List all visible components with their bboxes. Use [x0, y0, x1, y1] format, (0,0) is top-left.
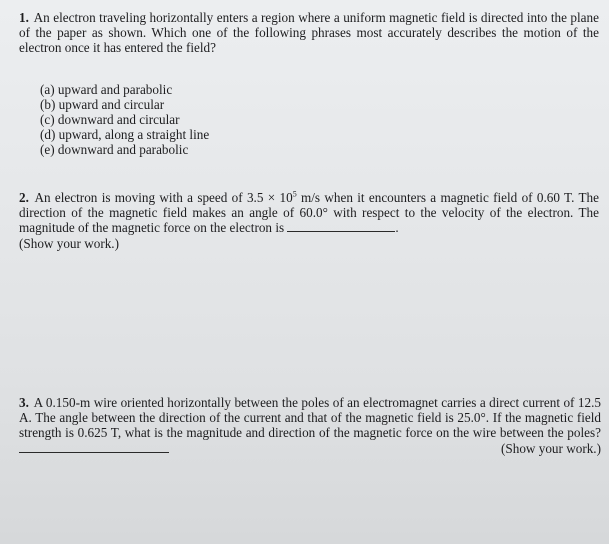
question-1-text: An electron traveling horizontally enters a region where a uniform magnetic field is directed into the plane of the paper as shown. Which one of the following phrases most accurately describes the motion of the electron once it has entered the field?: [19, 10, 599, 56]
choice-e: (e) downward and parabolic: [40, 142, 189, 157]
question-3-number: 3.: [19, 395, 29, 410]
choice-b: (b) upward and circular: [40, 97, 165, 112]
choice-c: (c) downward and circular: [40, 112, 180, 127]
question-3: [19, 395, 601, 456]
question-2: [19, 190, 599, 251]
answer-blank-2: [287, 220, 395, 232]
question-3-text: A 0.150-m wire oriented horizontally between the poles of an electromagnet carries a direct current of 12.5 A. The angle between the direction of the current and that of the magnetic field is 25.0°. If the magnetic field strength is 0.625 T, what is the magnitude and direction of the magnetic force on the wire between the poles?: [19, 395, 601, 441]
question-1-number: 1.: [19, 10, 29, 25]
question-2-exponent: 5: [292, 189, 297, 199]
question-3-show-work: (Show your work.): [501, 440, 601, 456]
answer-blank-3: [19, 441, 169, 453]
question-2-end: .: [395, 220, 399, 236]
question-2-show-work: (Show your work.): [19, 235, 119, 251]
question-1: [19, 10, 599, 56]
question-2-number: 2.: [19, 190, 29, 205]
question-2-text-a: An electron is moving with a speed of 3.5 × 10: [34, 190, 293, 205]
question-2-text-b: m/s when it encounters a magnetic field of 0.60 T. The direction of the magnetic field makes an angle of 60.0° with respect to the velocity of the electron. The magnitude of the magnetic force on the electron is: [19, 190, 599, 236]
choice-a: (a) upward and parabolic: [40, 82, 173, 97]
question-1-choices: [40, 82, 209, 157]
choice-d: (d) upward, along a straight line: [40, 127, 210, 142]
